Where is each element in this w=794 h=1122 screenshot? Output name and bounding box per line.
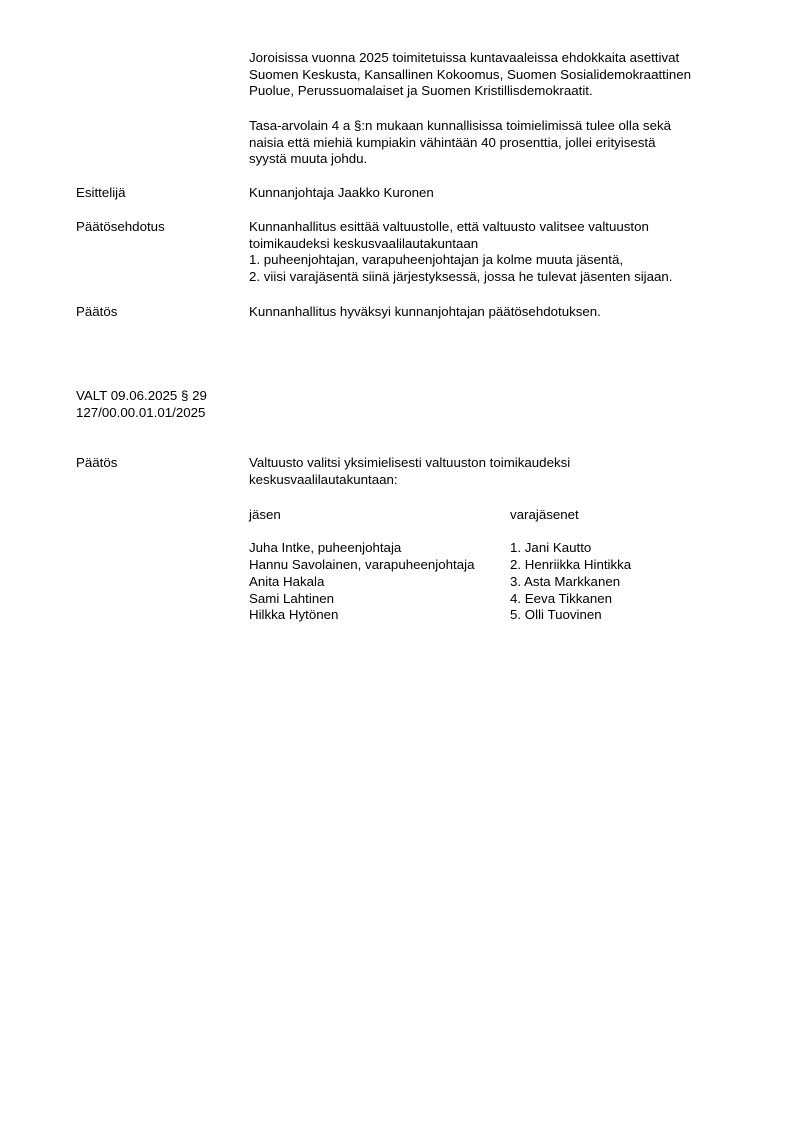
valt-reference [76,388,207,421]
deputies-column [510,507,710,624]
valt-record-number: 127/00.00.01.01/2025 [76,404,206,420]
intro-paragraph-1 [249,50,729,100]
paatosehdotus-line-3: 1. puheenjohtajan, varapuheenjohtajan ja kolme muuta jäsentä, [249,252,624,268]
deputy-item: 5. Olli Tuovinen [510,607,602,623]
deputies-header: varajäsenet [510,507,579,522]
valt-date-section: VALT 09.06.2025 § 29 [76,388,207,403]
spacer [510,524,710,541]
intro-p1-line-2: Suomen Keskusta, Kansallinen Kokoomus, Suomen Sosialidemokraattinen [249,66,692,82]
paatos-label-2: Päätös [76,455,118,470]
intro-p2-line-1: Tasa-arvolain 4 a §:n mukaan kunnallisissa toimielimissä tulee olla sekä [249,118,672,133]
deputy-item: 1. Jani Kautto [510,540,592,556]
intro-p2-line-3: syystä muuta johdu. [249,151,368,167]
member-item: Hilkka Hytönen [249,607,339,623]
member-item: Juha Intke, puheenjohtaja [249,540,402,556]
esittelija-text: Kunnanjohtaja Jaakko Kuronen [249,185,434,200]
deputy-item: 2. Henriikka Hintikka [510,557,632,573]
intro-p1-line-3: Puolue, Perussuomalaiset ja Suomen Kristillisdemokraatit. [249,83,593,99]
intro-paragraph-2 [249,118,729,168]
paatosehdotus-line-2: toimikaudeksi keskusvaalilautakuntaan [249,235,479,251]
paatosehdotus-line-1: Kunnanhallitus esittää valtuustolle, että valtuusto valitsee valtuuston [249,219,649,234]
deputy-item: 3. Asta Markkanen [510,573,621,589]
intro-p2-line-2: naisia että miehiä kumpiakin vähintään 40 prosenttia, jollei erityisestä [249,134,656,150]
paatosehdotus-line-4: 2. viisi varajäsentä siinä järjestyksessä, jossa he tulevat jäsenten sijaan. [249,269,673,285]
member-item: Hannu Savolainen, varapuheenjohtaja [249,557,475,573]
member-item: Anita Hakala [249,573,325,589]
paatos-text-1: Kunnanhallitus hyväksyi kunnanjohtajan päätösehdotuksen. [249,304,601,319]
paatosehdotus-label: Päätösehdotus [76,219,165,234]
members-column [249,507,511,624]
paatosehdotus-text [249,219,729,286]
esittelija-label: Esittelijä [76,185,126,200]
paatos2-line-1: Valtuusto valitsi yksimielisesti valtuuston toimikaudeksi [249,455,571,470]
intro-p1-line-1: Joroisissa vuonna 2025 toimitetuissa kuntavaaleissa ehdokkaita asettivat [249,50,680,65]
members-header: jäsen [249,507,281,522]
paatos-text-2 [249,455,729,488]
paatos2-line-2: keskusvaalilautakuntaan: [249,471,398,487]
member-item: Sami Lahtinen [249,590,335,606]
deputy-item: 4. Eeva Tikkanen [510,590,613,606]
spacer [249,524,511,541]
paatos-label-1: Päätös [76,304,118,319]
